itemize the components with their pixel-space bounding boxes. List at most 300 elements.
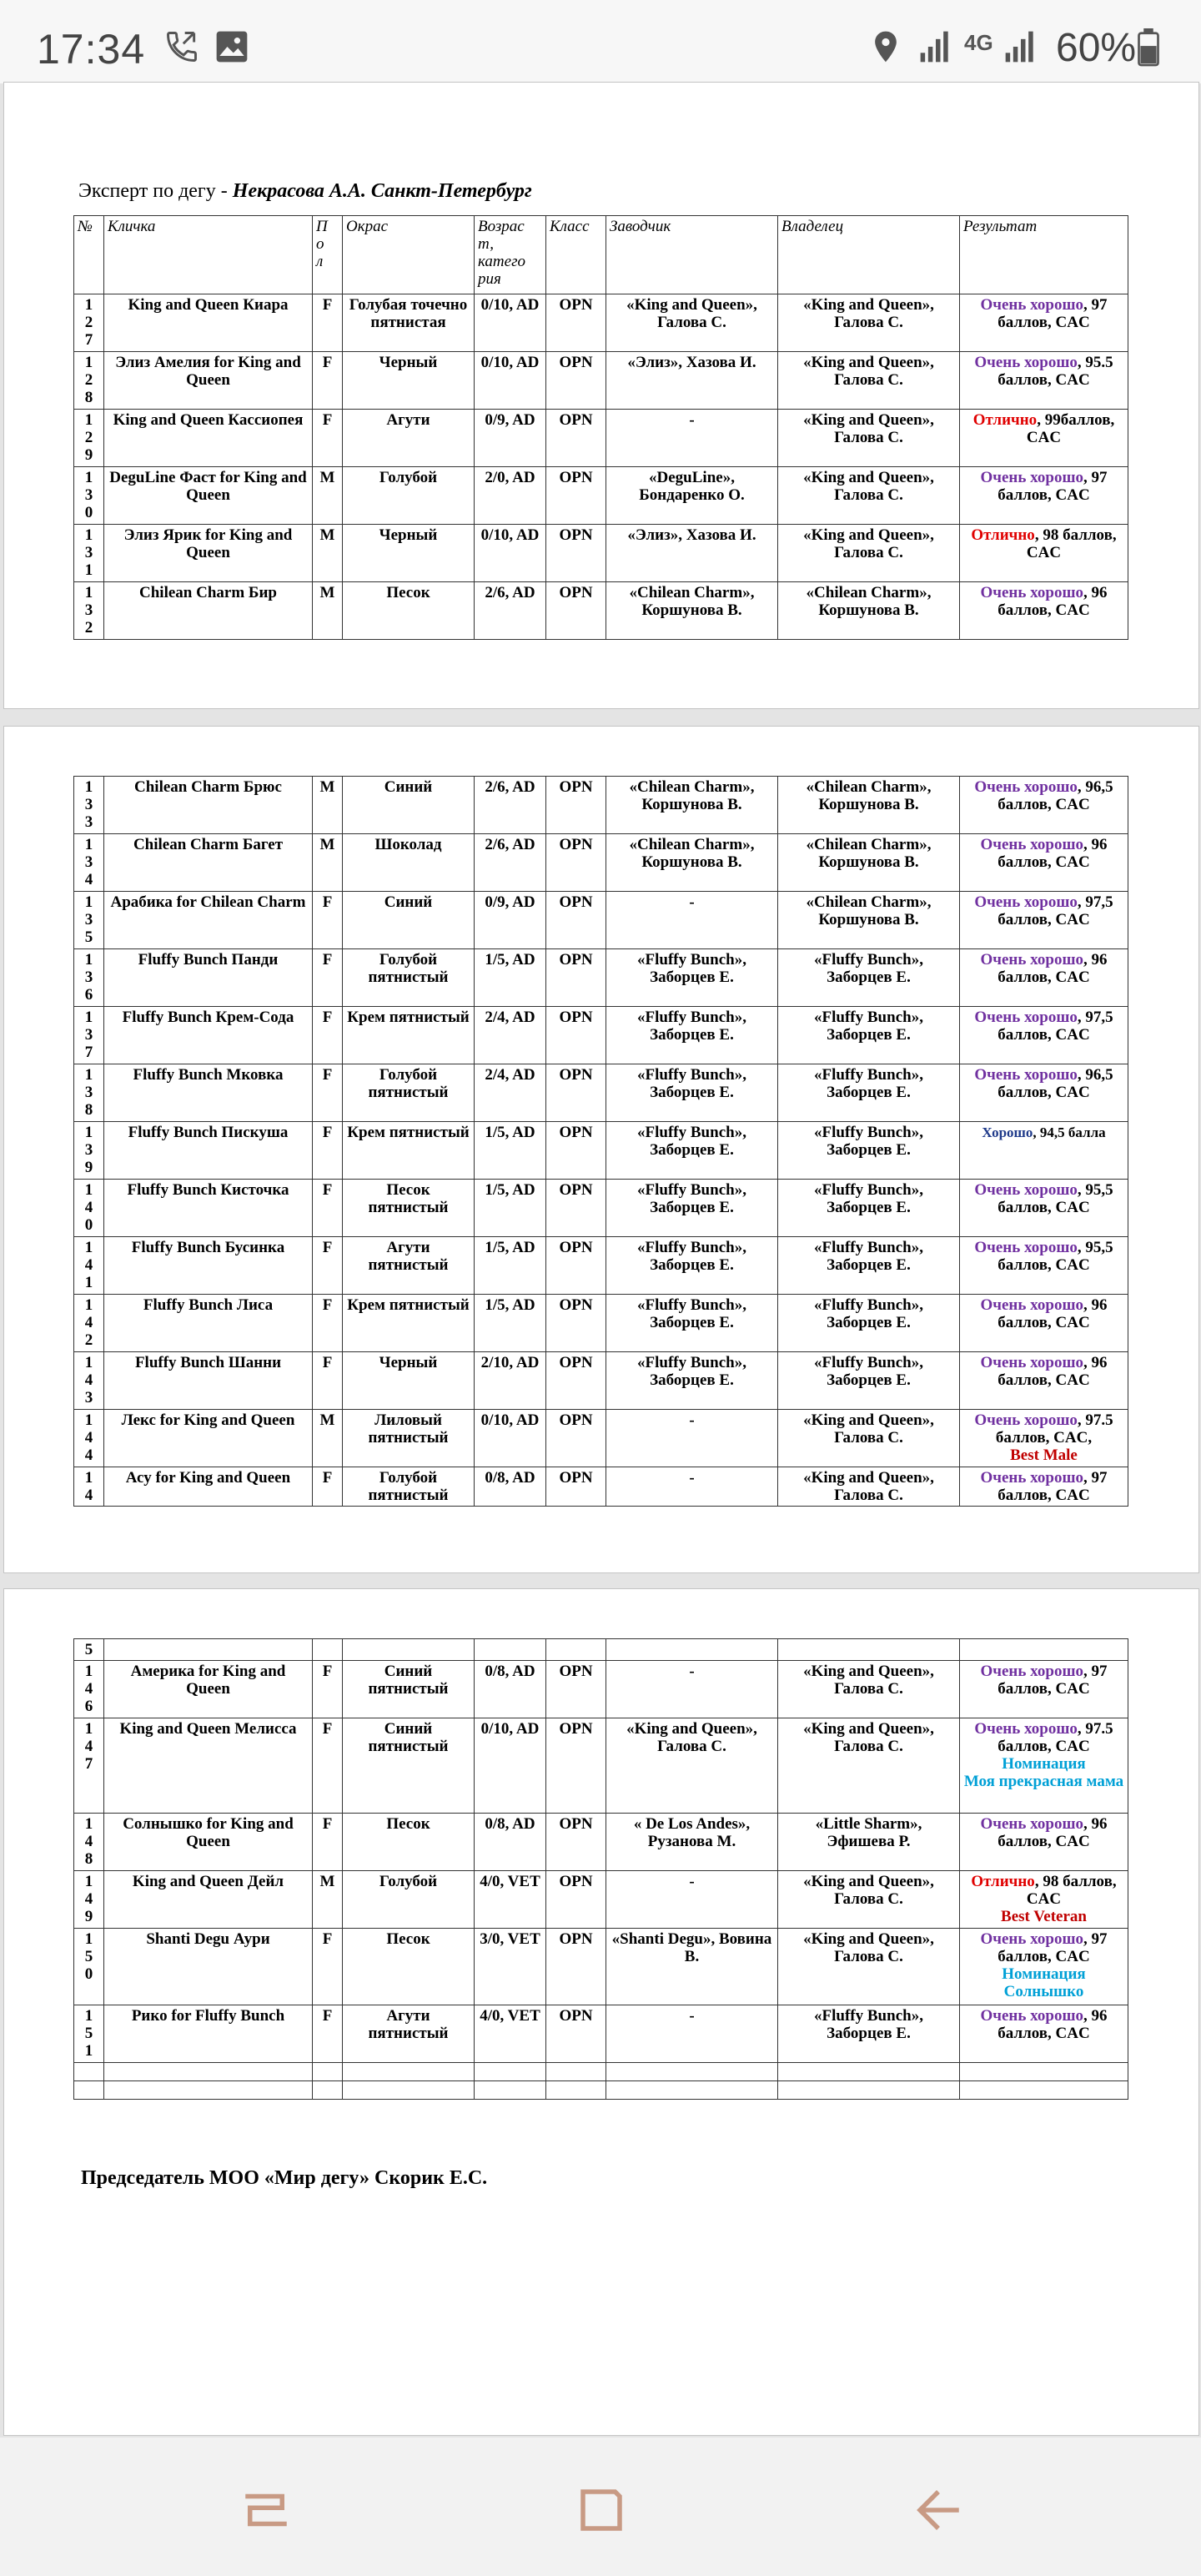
table-row: [74, 892, 1128, 949]
result: [960, 777, 1128, 834]
age-category: 0/9, AD: [475, 892, 546, 949]
result: [960, 467, 1128, 525]
row-number: 1 3 2: [74, 582, 104, 640]
coat-color: Песок: [343, 1814, 475, 1871]
age-category: 4/0, VET: [475, 2005, 546, 2063]
result-score: , 96 баллов, CAC: [997, 951, 1108, 986]
animal-name: King and Queen Кассиопея: [104, 410, 313, 467]
class: OPN: [546, 582, 606, 640]
age-category: 0/10, AD: [475, 525, 546, 582]
result-grade: Очень хорошо: [980, 836, 1084, 853]
header-color: Окрас: [343, 216, 475, 294]
coat-color: Синий: [343, 892, 475, 949]
coat-color: Крем пятнистый: [343, 1007, 475, 1064]
clock: 17:34: [37, 26, 146, 73]
breeder: [606, 2081, 778, 2100]
breeder: «Fluffy Bunch», Заборцев Е.: [606, 949, 778, 1007]
age-category: [475, 2081, 546, 2100]
result-grade: Очень хорошо: [980, 1296, 1084, 1314]
breeder: «Chilean Charm», Коршунова В.: [606, 777, 778, 834]
table-row: [74, 1122, 1128, 1180]
result-grade: Очень хорошо: [980, 584, 1084, 601]
table-row: [74, 834, 1128, 892]
coat-color: Песок: [343, 582, 475, 640]
sex: M: [313, 777, 343, 834]
coat-color: Черный: [343, 352, 475, 410]
result-score: , 97,5 баллов, CAC: [997, 1009, 1113, 1044]
age-category: 1/5, AD: [475, 949, 546, 1007]
age-category: 1/5, AD: [475, 1237, 546, 1295]
owner: «King and Queen», Галова С.: [778, 1467, 960, 1507]
back-icon[interactable]: [911, 2483, 966, 2538]
class: [546, 2081, 606, 2100]
sex: M: [313, 582, 343, 640]
result-award: Best Veteran: [1001, 1908, 1087, 1925]
age-category: 0/10, AD: [475, 1410, 546, 1467]
class: OPN: [546, 1122, 606, 1180]
header-num: №: [74, 216, 104, 294]
row-number: 1 3 7: [74, 1007, 104, 1064]
expert-line: Эксперт по дегу - Некрасова А.А. Санкт-Петербург: [78, 180, 532, 202]
sex: F: [313, 1929, 343, 2005]
animal-name: Chilean Charm Багет: [104, 834, 313, 892]
result: [960, 582, 1128, 640]
result-award: Моя прекрасная мама: [963, 1773, 1124, 1790]
result-score: , 97 баллов, CAC: [997, 1663, 1108, 1698]
table-row: [74, 2005, 1128, 2063]
class: OPN: [546, 1410, 606, 1467]
coat-color: [343, 2081, 475, 2100]
owner: «Fluffy Bunch», Заборцев Е.: [778, 1007, 960, 1064]
battery-icon: [1136, 28, 1161, 67]
coat-color: Песок: [343, 1929, 475, 2005]
breeder: «Fluffy Bunch», Заборцев Е.: [606, 1064, 778, 1122]
location-icon: [867, 28, 904, 65]
coat-color: Крем пятнистый: [343, 1122, 475, 1180]
header-breeder: Заводчик: [606, 216, 778, 294]
table-row: [74, 1718, 1128, 1814]
navigation-bar: [0, 2438, 1201, 2576]
animal-name: King and Queen Мелисса: [104, 1718, 313, 1814]
class: OPN: [546, 1814, 606, 1871]
age-category: 2/4, AD: [475, 1064, 546, 1122]
result-score: , 97.5 баллов, CAC,: [995, 1411, 1113, 1446]
breeder: «Shanti Degu», Вовина В.: [606, 1929, 778, 2005]
owner: «King and Queen», Галова С.: [778, 1718, 960, 1814]
class: [546, 1639, 606, 1661]
table-row: [74, 2081, 1128, 2100]
table-row: [74, 294, 1128, 352]
animal-name: Fluffy Bunch Панди: [104, 949, 313, 1007]
sex: F: [313, 1814, 343, 1871]
owner: «King and Queen», Галова С.: [778, 1661, 960, 1718]
coat-color: Черный: [343, 525, 475, 582]
animal-name: Fluffy Bunch Мковка: [104, 1064, 313, 1122]
age-category: 3/0, VET: [475, 1929, 546, 2005]
coat-color: Голубая точечно пятнистая: [343, 294, 475, 352]
result-award: Солнышко: [1003, 1983, 1084, 2000]
sex: [313, 2063, 343, 2081]
coat-color: Лиловый пятнистый: [343, 1410, 475, 1467]
owner: «Little Sharm», Эфишева Р.: [778, 1814, 960, 1871]
sex: F: [313, 1007, 343, 1064]
row-number: 1 3 5: [74, 892, 104, 949]
result-grade: Очень хорошо: [980, 296, 1084, 314]
breeder: «DeguLine», Бондаренко О.: [606, 467, 778, 525]
row-number: 1 3 6: [74, 949, 104, 1007]
result-score: , 98 баллов, CAC: [1026, 1873, 1117, 1908]
header-age: Возрас т, катего рия: [475, 216, 546, 294]
result-score: , 96 баллов, CAC: [997, 1354, 1108, 1389]
row-number: 1 5 1: [74, 2005, 104, 2063]
sex: F: [313, 2005, 343, 2063]
result-score: , 97 баллов, CAC: [997, 1930, 1108, 1965]
breeder: [606, 2063, 778, 2081]
animal-name: Арабика for Chilean Charm: [104, 892, 313, 949]
coat-color: [343, 2063, 475, 2081]
coat-color: Черный: [343, 1352, 475, 1410]
breeder: -: [606, 1410, 778, 1467]
row-number: 1 2 7: [74, 294, 104, 352]
row-number: 1 4 2: [74, 1295, 104, 1352]
row-number: 1 5 0: [74, 1929, 104, 2005]
result: [960, 1410, 1128, 1467]
table-row: [74, 2063, 1128, 2081]
age-category: 2/10, AD: [475, 1352, 546, 1410]
class: OPN: [546, 1871, 606, 1929]
animal-name: [104, 2081, 313, 2100]
age-category: 2/6, AD: [475, 834, 546, 892]
sex: F: [313, 1064, 343, 1122]
breeder: «Chilean Charm», Коршунова В.: [606, 582, 778, 640]
result-grade: Отлично: [971, 526, 1035, 544]
class: OPN: [546, 352, 606, 410]
table-row: [74, 1639, 1128, 1661]
table-row: [74, 777, 1128, 834]
result: [960, 1064, 1128, 1122]
result-award: Номинация: [1002, 1965, 1086, 1983]
chairman-signature-line: Председатель МОО «Мир дегу» Скорик Е.С.: [81, 2167, 488, 2189]
class: OPN: [546, 1929, 606, 2005]
result: [960, 294, 1128, 352]
table-row: [74, 582, 1128, 640]
owner: «King and Queen», Галова С.: [778, 1871, 960, 1929]
coat-color: Песок пятнистый: [343, 1180, 475, 1237]
class: OPN: [546, 467, 606, 525]
results-table-page-2: [73, 776, 1128, 1507]
breeder: [606, 1639, 778, 1661]
breeder: «Fluffy Bunch», Заборцев Е.: [606, 1122, 778, 1180]
animal-name: Элиз Амелия for King and Queen: [104, 352, 313, 410]
owner: «Fluffy Bunch», Заборцев Е.: [778, 1352, 960, 1410]
result: [960, 1661, 1128, 1718]
sex: F: [313, 1352, 343, 1410]
owner: «Fluffy Bunch», Заборцев Е.: [778, 2005, 960, 2063]
row-number: 1 4 9: [74, 1871, 104, 1929]
result: [960, 834, 1128, 892]
recent-apps-icon[interactable]: [239, 2483, 294, 2538]
result-grade: Отлично: [972, 411, 1038, 429]
result: [960, 1122, 1128, 1180]
sex: F: [313, 294, 343, 352]
result: [960, 1007, 1128, 1064]
result: [960, 1718, 1128, 1814]
result: [960, 1237, 1128, 1295]
table-row: [74, 410, 1128, 467]
sex: F: [313, 352, 343, 410]
row-number: 1 4 7: [74, 1718, 104, 1814]
coat-color: Голубой: [343, 467, 475, 525]
class: OPN: [546, 410, 606, 467]
sex: F: [313, 1122, 343, 1180]
table-row: [74, 1871, 1128, 1929]
owner: «Fluffy Bunch», Заборцев Е.: [778, 1295, 960, 1352]
result: [960, 1814, 1128, 1871]
table-row: [74, 1295, 1128, 1352]
class: OPN: [546, 949, 606, 1007]
breeder: «Chilean Charm», Коршунова В.: [606, 834, 778, 892]
animal-name: Америка for King and Queen: [104, 1661, 313, 1718]
result: [960, 2081, 1128, 2100]
owner: «King and Queen», Галова С.: [778, 525, 960, 582]
owner: «Fluffy Bunch», Заборцев Е.: [778, 949, 960, 1007]
table-header-row: [74, 216, 1128, 294]
animal-name: DeguLine Фаст for King and Queen: [104, 467, 313, 525]
animal-name: Лекс for King and Queen: [104, 1410, 313, 1467]
breeder: -: [606, 892, 778, 949]
row-number: 1 4 8: [74, 1814, 104, 1871]
row-number: [74, 2063, 104, 2081]
age-category: 2/6, AD: [475, 582, 546, 640]
row-number: 1 2 9: [74, 410, 104, 467]
result-score: , 96 баллов, CAC: [997, 1296, 1108, 1331]
result-score: , 95,5 баллов, CAC: [997, 1181, 1113, 1216]
coat-color: Крем пятнистый: [343, 1295, 475, 1352]
result: [960, 1929, 1128, 2005]
age-category: 0/8, AD: [475, 1814, 546, 1871]
owner: «Chilean Charm», Коршунова В.: [778, 777, 960, 834]
result: [960, 2005, 1128, 2063]
result: [960, 1352, 1128, 1410]
animal-name: Fluffy Bunch Шанни: [104, 1352, 313, 1410]
result-grade: Очень хорошо: [974, 1066, 1078, 1084]
age-category: 0/10, AD: [475, 294, 546, 352]
animal-name: Fluffy Bunch Крем-Сода: [104, 1007, 313, 1064]
sex: M: [313, 834, 343, 892]
row-number: 1 2 8: [74, 352, 104, 410]
age-category: 0/10, AD: [475, 1718, 546, 1814]
age-category: 0/8, AD: [475, 1467, 546, 1507]
header-name: Кличка: [104, 216, 313, 294]
breeder: -: [606, 1467, 778, 1507]
header-class: Класс: [546, 216, 606, 294]
sex: F: [313, 1295, 343, 1352]
breeder: -: [606, 410, 778, 467]
result: [960, 410, 1128, 467]
owner: «Chilean Charm», Коршунова В.: [778, 582, 960, 640]
row-number: 1 4: [74, 1467, 104, 1507]
results-table-page-3: [73, 1638, 1128, 2100]
result-grade: Очень хорошо: [980, 951, 1084, 969]
breeder: «Fluffy Bunch», Заборцев Е.: [606, 1180, 778, 1237]
result: [960, 2063, 1128, 2081]
row-number: 5: [74, 1639, 104, 1661]
table-row: [74, 1007, 1128, 1064]
table-row: [74, 1467, 1128, 1507]
breeder: «King and Queen», Галова С.: [606, 294, 778, 352]
animal-name: Fluffy Bunch Кисточка: [104, 1180, 313, 1237]
sex: [313, 1639, 343, 1661]
animal-name: Асу for King and Queen: [104, 1467, 313, 1507]
table-row: [74, 525, 1128, 582]
gallery-icon: [214, 28, 250, 65]
row-number: 1 3 0: [74, 467, 104, 525]
table-row: [74, 1180, 1128, 1237]
status-bar: [0, 0, 1201, 83]
results-table-page-1: [73, 215, 1128, 640]
owner: «Chilean Charm», Коршунова В.: [778, 892, 960, 949]
age-category: 1/5, AD: [475, 1180, 546, 1237]
row-number: 1 3 8: [74, 1064, 104, 1122]
class: OPN: [546, 834, 606, 892]
animal-name: Shanti Degu Аури: [104, 1929, 313, 2005]
age-category: 2/0, AD: [475, 467, 546, 525]
result-grade: Отлично: [971, 1873, 1035, 1890]
signal-icon-2: [1003, 28, 1039, 65]
result-score: , 96 баллов, CAC: [997, 1815, 1108, 1850]
result-score: , 96,5 баллов, CAC: [997, 778, 1113, 813]
sex: F: [313, 1180, 343, 1237]
result: [960, 1639, 1128, 1661]
animal-name: [104, 2063, 313, 2081]
age-category: 2/4, AD: [475, 1007, 546, 1064]
owner: «Chilean Charm», Коршунова В.: [778, 834, 960, 892]
coat-color: Голубой пятнистый: [343, 949, 475, 1007]
result-grade: Очень хорошо: [974, 1009, 1078, 1026]
coat-color: Голубой пятнистый: [343, 1467, 475, 1507]
signal-icon: [917, 28, 954, 65]
animal-name: Рико for Fluffy Bunch: [104, 2005, 313, 2063]
result-award: Best Male: [1010, 1446, 1078, 1464]
age-category: 4/0, VET: [475, 1871, 546, 1929]
class: [546, 2063, 606, 2081]
row-number: 1 4 4: [74, 1410, 104, 1467]
owner: «King and Queen», Галова С.: [778, 410, 960, 467]
sex: F: [313, 1661, 343, 1718]
result-grade: Очень хорошо: [974, 893, 1078, 911]
breeder: «Fluffy Bunch», Заборцев Е.: [606, 1295, 778, 1352]
result-grade: Очень хорошо: [980, 1815, 1084, 1833]
result-score: , 97.5 баллов, CAC: [997, 1720, 1113, 1755]
result-score: , 96 баллов, CAC: [997, 836, 1108, 871]
class: OPN: [546, 1007, 606, 1064]
owner: «Fluffy Bunch», Заборцев Е.: [778, 1064, 960, 1122]
age-category: 0/8, AD: [475, 1661, 546, 1718]
row-number: 1 3 9: [74, 1122, 104, 1180]
result-score: , 97 баллов, CAC: [997, 469, 1108, 504]
class: OPN: [546, 1180, 606, 1237]
result-score: , 97,5 баллов, CAC: [997, 893, 1113, 928]
coat-color: Голубой пятнистый: [343, 1064, 475, 1122]
sex: M: [313, 525, 343, 582]
result-score: , 94,5 балла: [1033, 1124, 1106, 1140]
owner: «Fluffy Bunch», Заборцев Е.: [778, 1237, 960, 1295]
owner: [778, 2063, 960, 2081]
owner: «King and Queen», Галова С.: [778, 1929, 960, 2005]
class: OPN: [546, 1718, 606, 1814]
owner: «King and Queen», Галова С.: [778, 467, 960, 525]
table-row: [74, 1814, 1128, 1871]
sex: M: [313, 1871, 343, 1929]
age-category: 0/10, AD: [475, 352, 546, 410]
result-grade: Очень хорошо: [974, 354, 1078, 371]
home-icon[interactable]: [574, 2483, 629, 2538]
animal-name: Fluffy Bunch Бусинка: [104, 1237, 313, 1295]
result-score: , 96,5 баллов, CAC: [997, 1066, 1113, 1101]
sex: M: [313, 1410, 343, 1467]
breeder: «Fluffy Bunch», Заборцев Е.: [606, 1237, 778, 1295]
result: [960, 1295, 1128, 1352]
table-row: [74, 1929, 1128, 2005]
battery-percent: 60%: [1056, 26, 1137, 70]
breeder: «King and Queen», Галова С.: [606, 1718, 778, 1814]
class: OPN: [546, 1352, 606, 1410]
sex: F: [313, 1718, 343, 1814]
header-owner: Владелец: [778, 216, 960, 294]
owner: «Fluffy Bunch», Заборцев Е.: [778, 1122, 960, 1180]
owner: «King and Queen», Галова С.: [778, 352, 960, 410]
table-row: [74, 352, 1128, 410]
result: [960, 1180, 1128, 1237]
row-number: 1 3 1: [74, 525, 104, 582]
coat-color: Агути пятнистый: [343, 2005, 475, 2063]
class: OPN: [546, 1295, 606, 1352]
sex: F: [313, 892, 343, 949]
coat-color: Синий пятнистый: [343, 1718, 475, 1814]
animal-name: Chilean Charm Бир: [104, 582, 313, 640]
result-score: , 96 баллов, CAC: [997, 2007, 1108, 2042]
class: OPN: [546, 892, 606, 949]
owner: «King and Queen», Галова С.: [778, 294, 960, 352]
class: OPN: [546, 1237, 606, 1295]
coat-color: Агути пятнистый: [343, 1237, 475, 1295]
header-result: Результат: [960, 216, 1128, 294]
owner: [778, 1639, 960, 1661]
result: [960, 525, 1128, 582]
table-row: [74, 949, 1128, 1007]
breeder: -: [606, 2005, 778, 2063]
table-row: [74, 1410, 1128, 1467]
result-score: , 96 баллов, CAC: [997, 584, 1108, 619]
table-row: [74, 1237, 1128, 1295]
coat-color: Синий: [343, 777, 475, 834]
breeder: «Fluffy Bunch», Заборцев Е.: [606, 1007, 778, 1064]
result-award: Номинация: [1002, 1755, 1086, 1773]
sex: F: [313, 949, 343, 1007]
animal-name: King and Queen Киара: [104, 294, 313, 352]
coat-color: Голубой: [343, 1871, 475, 1929]
age-category: 1/5, AD: [475, 1295, 546, 1352]
wifi-call-icon: [163, 28, 200, 65]
table-row: [74, 1661, 1128, 1718]
result-grade: Очень хорошо: [980, 1930, 1084, 1948]
age-category: 0/9, AD: [475, 410, 546, 467]
row-number: 1 4 6: [74, 1661, 104, 1718]
result-grade: Очень хорошо: [974, 1411, 1078, 1429]
result-grade: Очень хорошо: [974, 778, 1078, 796]
result-grade: Очень хорошо: [980, 2007, 1084, 2025]
age-category: 1/5, AD: [475, 1122, 546, 1180]
